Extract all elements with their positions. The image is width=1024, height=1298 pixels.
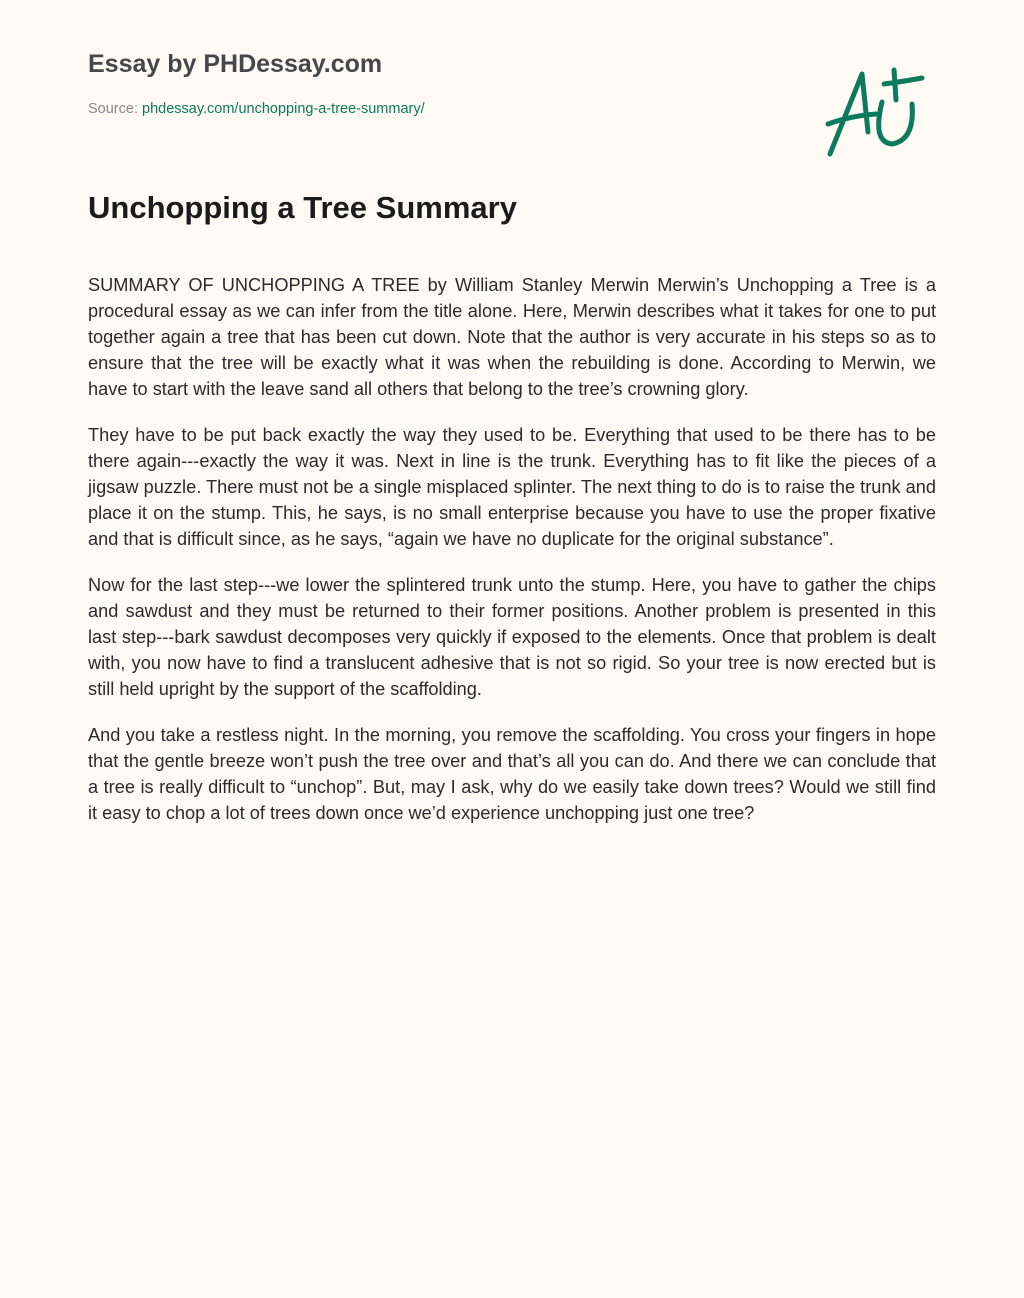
paragraph: SUMMARY OF UNCHOPPING A TREE by William Stanley Merwin Merwin’s Unchopping a Tree is a procedural essay as we can infer from the title alone. Here, Merwin describes what it takes for one to put together again a tree that has been cut down. Note that the author is very accurate in his steps so as to ensure that the tree will be exactly what it was when the rebuilding is done. According to Merwin, we have to start with the leave sand all others that belong to the tree’s crowning glory. <box>88 275 936 399</box>
brand-title: Essay by PHDessay.com <box>88 50 383 78</box>
paragraph: Now for the last step---we lower the splintered trunk unto the stump. Here, you have to gather the chips and sawdust and they must be returned to their former positions. Another problem is presented in this last step---bark sawdust decomposes very quickly if exposed to the elements. Once that problem is dealt with, you now have to find a translucent adhesive that is not so rigid. So your tree is now erected but is still held upright by the support of the scaffolding. <box>88 575 936 699</box>
page-title: Unchopping a Tree Summary <box>88 190 517 225</box>
essay-body <box>88 272 936 846</box>
source-link[interactable]: phdessay.com/unchopping-a-tree-summary/ <box>142 101 425 117</box>
a-plus-logo-icon <box>820 62 930 162</box>
paragraph: They have to be put back exactly the way they used to be. Everything that used to be there has to be there again---exactly the way it was. Next in line is the trunk. Everything has to fit like the pieces of a jigsaw puzzle. There must not be a single misplaced splinter. The next thing to do is to raise the trunk and place it on the stump. This, he says, is no small enterprise because you have to use the proper fixative and that is difficult since, as he says, “again we have no duplicate for the original substance”. <box>88 425 936 549</box>
paragraph: And you take a restless night. In the morning, you remove the scaffolding. You cross your fingers in hope that the gentle breeze won’t push the tree over and that’s all you can do. And there we can conclude that a tree is really difficult to “unchop”. But, may I ask, why do we easily take down trees? Would we still find it easy to chop a lot of trees down once we’d experience unchopping just one tree? <box>88 725 936 823</box>
source-line <box>88 101 425 117</box>
source-label: Source: <box>88 101 138 117</box>
